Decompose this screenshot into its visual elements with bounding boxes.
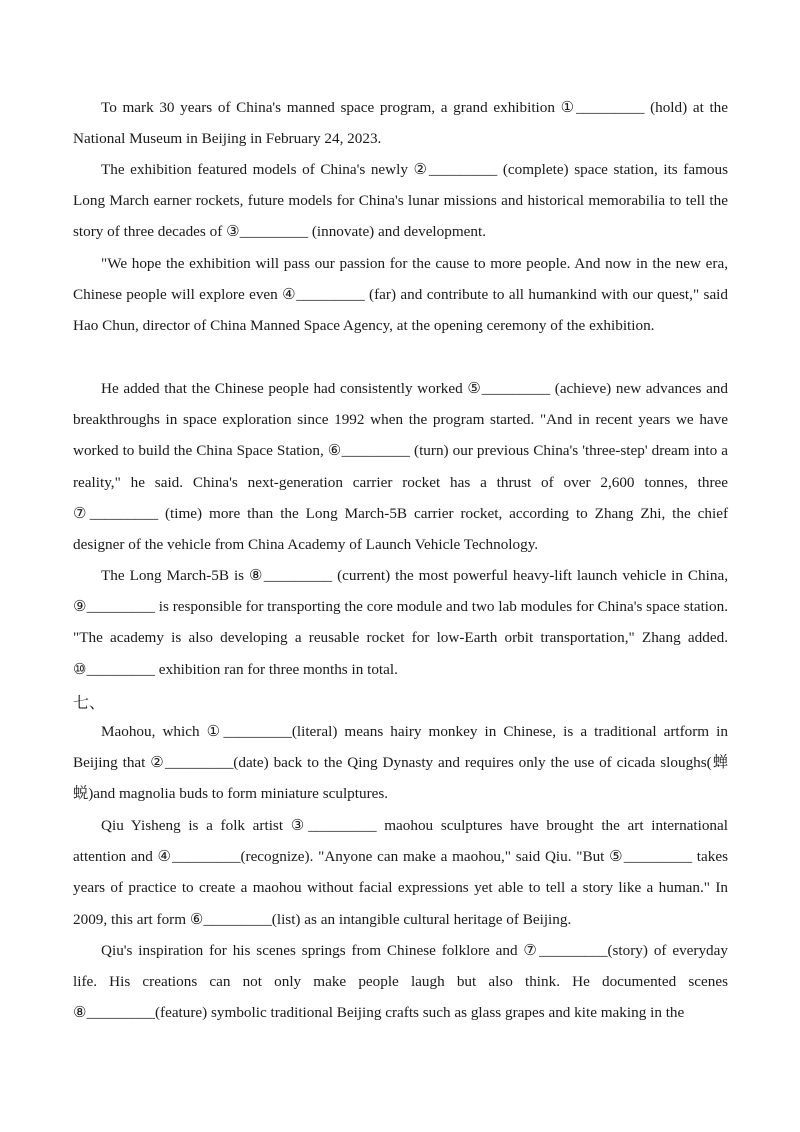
paragraph-hao-chun-quote: "We hope the exhibition will pass our passion for the cause to more people. And now in the new era, Chinese people will explore even ④_________ (far) and contribute to all humankind with our quest," said Hao Chun, director of China Manned Space Agency, at the opening ceremony of the exhibition.	[73, 255, 728, 335]
paragraph-achievements: He added that the Chinese people had consistently worked ⑤_________ (achieve) new advances and breakthroughs in space exploration since 1992 when the program started. "And in recent years we have worked to build the China Space Station, ⑥_________ (turn) our previous China's 'three-step' dream into a reality," he said. China's next-generation carrier rocket has a thrust of over 2,600 tonnes, three ⑦_________ (time) more than the Long March-5B carrier rocket, according to Zhang Zhi, the chief designer of the vehicle from China Academy of Launch Vehicle Technology.	[73, 380, 728, 554]
paragraph-qiu-inspiration: Qiu's inspiration for his scenes springs from Chinese folklore and ⑦_________(story) of everyday life. His creations can not only make people laugh but also think. He documented scenes ⑧_________(feature) symbolic traditional Beijing crafts such as glass grapes and kite making in the	[73, 942, 728, 1022]
paragraph-exhibition-intro: To mark 30 years of China's manned space program, a grand exhibition ①_________ (hold) at the National Museum in Beijing in February 24, 2023.	[73, 99, 728, 148]
section-heading: 七、	[73, 695, 106, 712]
paragraph-long-march-5b: The Long March-5B is ⑧_________ (current) the most powerful heavy-lift launch vehicle in China, ⑨_________ is responsible for transporting the core module and two lab modules for China's space station. "The academy is also developing a reusable rocket for low-Earth orbit transportation," Zhang added. ⑩_________ exhibition ran for three months in total.	[73, 567, 728, 678]
paragraph-exhibition-models: The exhibition featured models of China's newly ②_________ (complete) space station, its famous Long March earner rockets, future models for China's lunar missions and historical memorabilia to tell the story of three decades of ③_________ (innovate) and development.	[73, 161, 728, 241]
paragraph-maohou-intro: Maohou, which ①_________(literal) means hairy monkey in Chinese, is a traditional artform in Beijing that ②_________(date) back to the Qing Dynasty and requires only the use of cicada sloughs(蝉蜕)and magnolia buds to form miniature sculptures.	[73, 723, 728, 803]
paragraph-qiu-yisheng: Qiu Yisheng is a folk artist ③_________ maohou sculptures have brought the art international attention and ④_________(recognize). "Anyone can make a maohou," said Qiu. "But ⑤_________ takes years of practice to create a maohou without facial expressions yet able to tell a story like a human." In 2009, this art form ⑥_________(list) as an intangible cultural heritage of Beijing.	[73, 817, 728, 928]
